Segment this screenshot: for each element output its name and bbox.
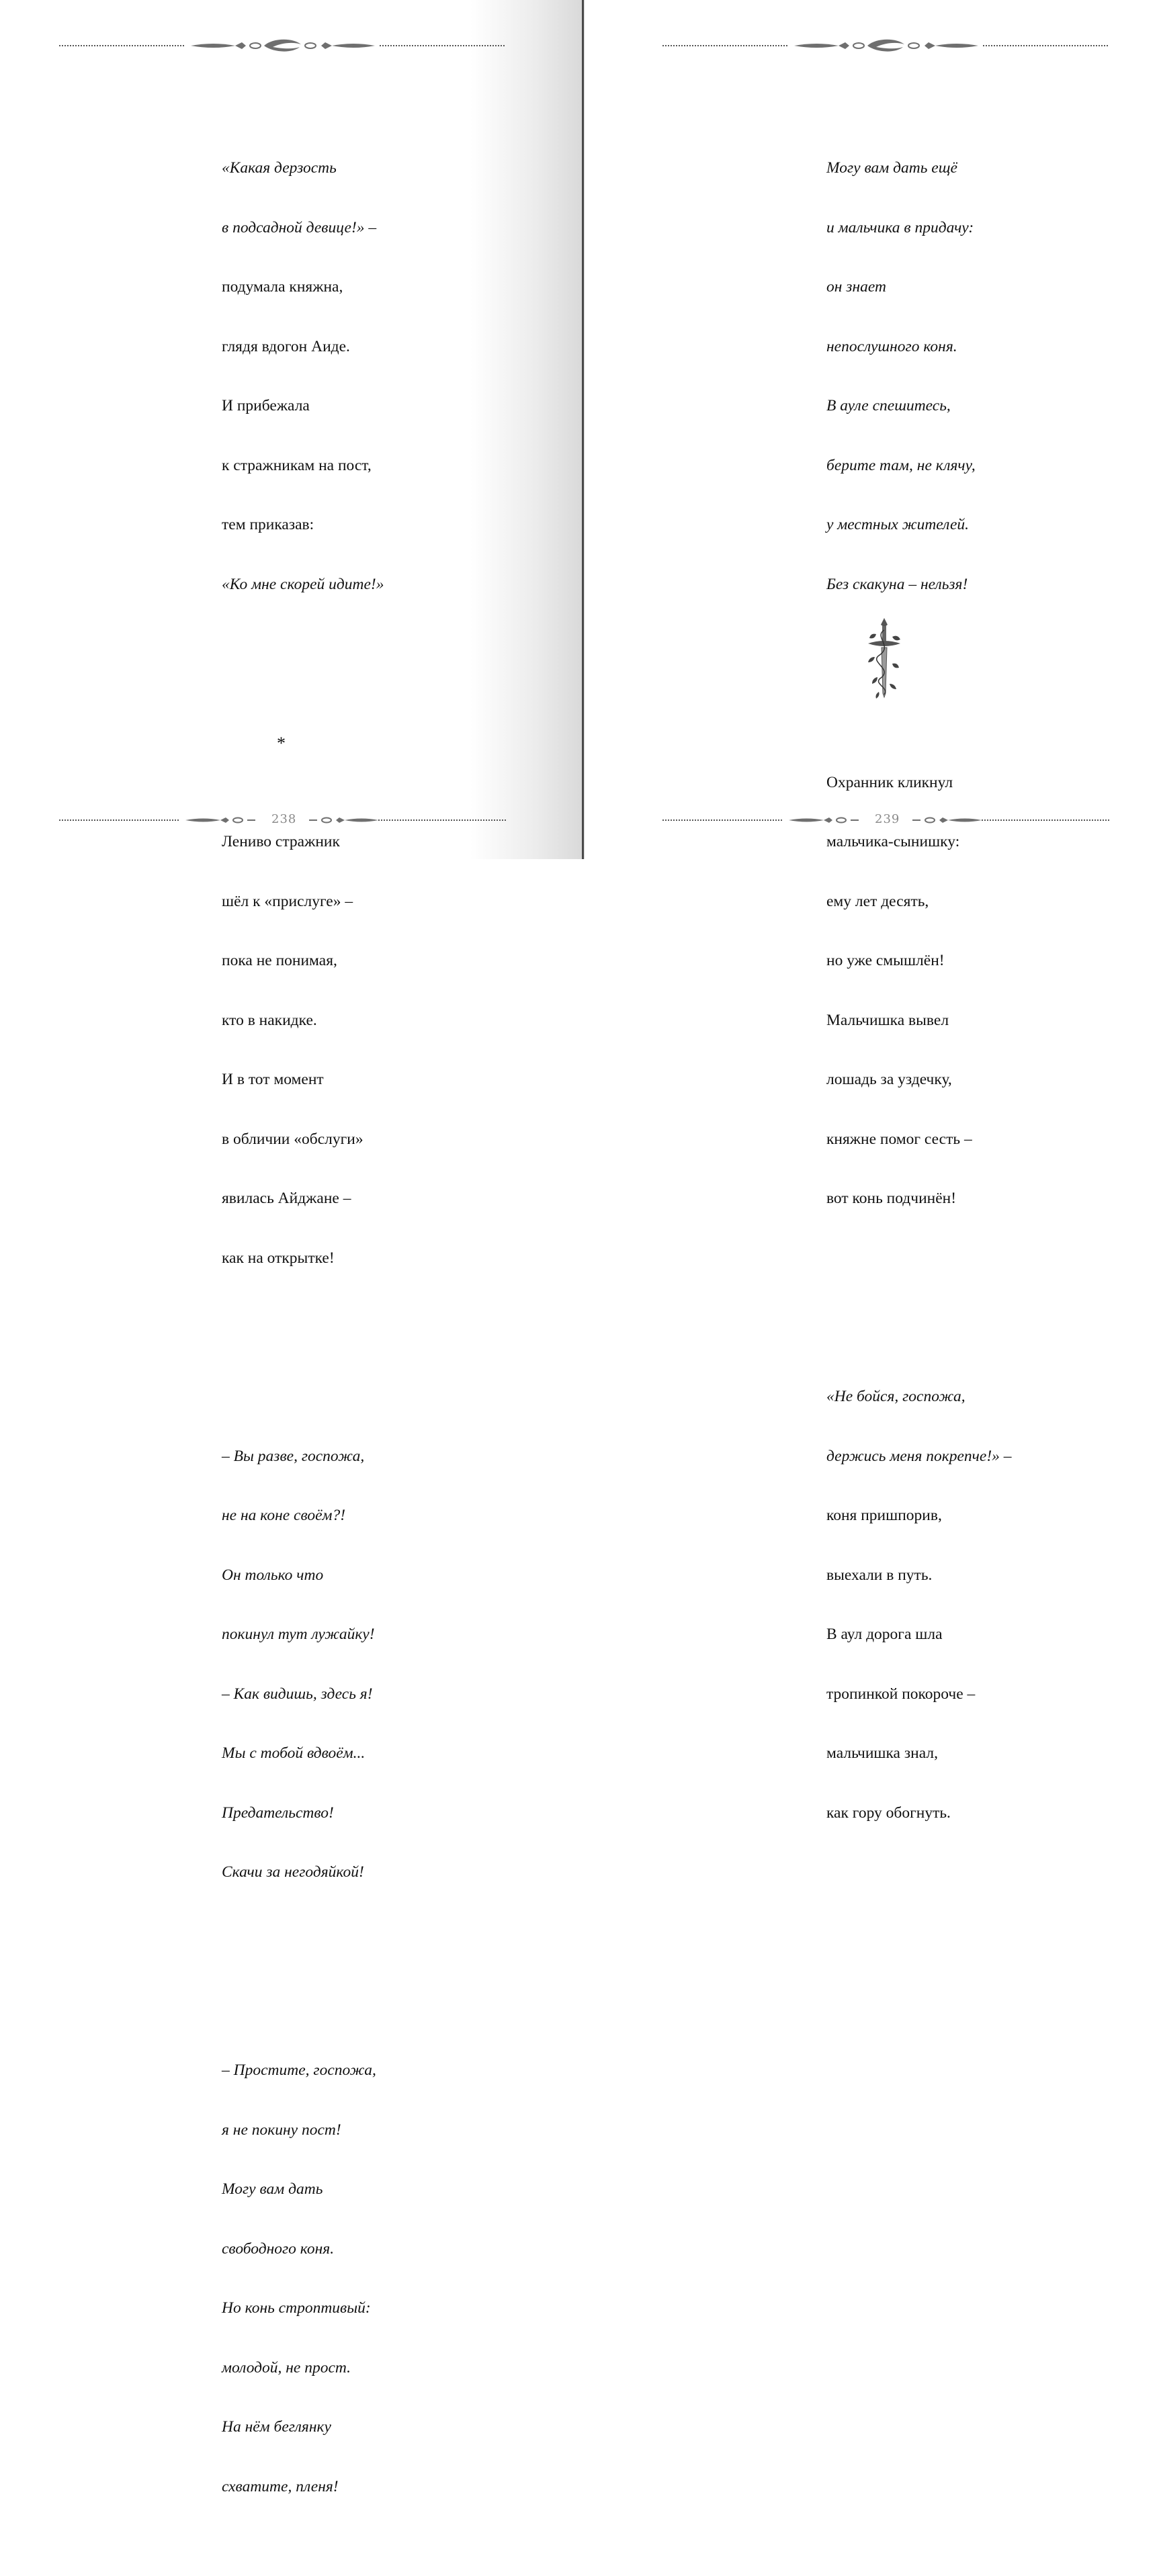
top-ornament-rule <box>59 38 506 54</box>
verse-line: В ауле спешитесь, <box>826 397 951 414</box>
verse-line: у местных жителей. <box>826 516 970 533</box>
verse-line: Лениво стражник <box>222 833 340 850</box>
page-number: 239 <box>875 812 900 826</box>
verse-line: подумала княжна, <box>222 278 343 296</box>
verse-line: Он только что <box>222 1566 324 1584</box>
verse-line: вот конь подчинён! <box>826 1190 957 1207</box>
verse-line: к стражникам на пост, <box>222 456 372 474</box>
verse-line: выехали в путь. <box>826 1566 933 1584</box>
verse-line: но уже смышлён! <box>826 952 945 969</box>
verse-line: покинул тут лужайку! <box>222 1626 375 1643</box>
stanza <box>222 2021 384 2536</box>
verse-line: мальчишка знал, <box>826 1744 938 1762</box>
verse-line: «Не бойся, госпожа, <box>826 1388 965 1405</box>
verse-line: пока не понимая, <box>222 952 337 969</box>
verse-line: он знает <box>826 278 886 296</box>
verse-line: ему лет десять, <box>826 892 929 910</box>
verse-line: «Ко мне скорей идите!» <box>222 575 384 593</box>
verse-line: как гору обогнуть. <box>826 1804 951 1822</box>
verse-line: мальчика-сынишку: <box>826 833 960 850</box>
verse-line: явилась Айджане – <box>222 1190 351 1207</box>
right-verse <box>826 79 1012 1902</box>
verse-line: – Простите, госпожа, <box>222 2061 376 2079</box>
left-page <box>0 0 582 2495</box>
verse-line: И прибежала <box>222 397 310 414</box>
verse-line: И в тот момент <box>222 1071 324 1088</box>
verse-line: тропинкой покороче – <box>826 1685 976 1703</box>
verse-line: берите там, не клячу, <box>826 456 976 474</box>
verse-line: глядя вдогон Аиде. <box>222 337 350 355</box>
stanza <box>826 734 1012 1249</box>
verse-line: На нём беглянку <box>222 2418 331 2436</box>
top-ornament-rule <box>662 38 1109 54</box>
verse-line: «Какая дерзость <box>222 159 337 177</box>
verse-line: свободного коня. <box>222 2239 335 2258</box>
verse-line: Мальчишка вывел <box>826 1011 949 1029</box>
verse-line: тем приказав: <box>222 516 314 533</box>
verse-line: непослушного коня. <box>826 337 957 355</box>
stanza <box>222 793 384 1308</box>
verse-line: схватите, пленя! <box>222 2477 339 2495</box>
verse-line: Скачи за негодяйкой! <box>222 1863 364 1881</box>
verse-line: как на открытке! <box>222 1249 335 1267</box>
verse-line: лошадь за уздечку, <box>826 1071 952 1088</box>
verse-line: Предательство! <box>222 1804 334 1822</box>
verse-line: и мальчика в придачу: <box>826 218 974 236</box>
verse-line: не на коне своём?! <box>222 1507 346 1524</box>
verse-line: в обличии «обслуги» <box>222 1130 363 1148</box>
verse-line: шёл к «прислуге» – <box>222 892 353 910</box>
verse-line: княжне помог сесть – <box>826 1130 972 1148</box>
page-number: 238 <box>271 812 297 826</box>
verse-line: кто в накидке. <box>222 1011 317 1029</box>
verse-line: Но конь строптивый: <box>222 2299 371 2317</box>
verse-line: – Как видишь, здесь я! <box>222 1685 373 1703</box>
section-mark: * <box>277 733 286 753</box>
verse-line: В аул дорога шла <box>826 1626 943 1643</box>
verse-line: я не покину пост! <box>222 2121 341 2139</box>
dagger-with-vine-icon <box>864 617 904 702</box>
stanza <box>222 119 384 634</box>
verse-line: Мы с тобой вдвоём... <box>222 1744 366 1762</box>
stanza <box>826 1347 1012 1863</box>
stanza <box>826 119 1012 634</box>
verse-line: – Вы разве, госпожа, <box>222 1447 365 1465</box>
verse-line: держись меня покрепче!» – <box>826 1447 1012 1465</box>
verse-line: в подсадной девице!» – <box>222 218 377 236</box>
verse-line: коня пришпорив, <box>826 1507 942 1524</box>
verse-line: Без скакуна – нельзя! <box>826 575 968 593</box>
verse-line: Могу вам дать <box>222 2180 323 2198</box>
left-verse <box>222 79 384 2576</box>
right-page <box>584 0 1159 1822</box>
verse-line: Могу вам дать ещё <box>826 159 957 177</box>
verse-line: молодой, не прост. <box>222 2358 351 2377</box>
verse-line: Охранник кликнул <box>826 773 953 791</box>
stanza <box>222 1407 384 1922</box>
